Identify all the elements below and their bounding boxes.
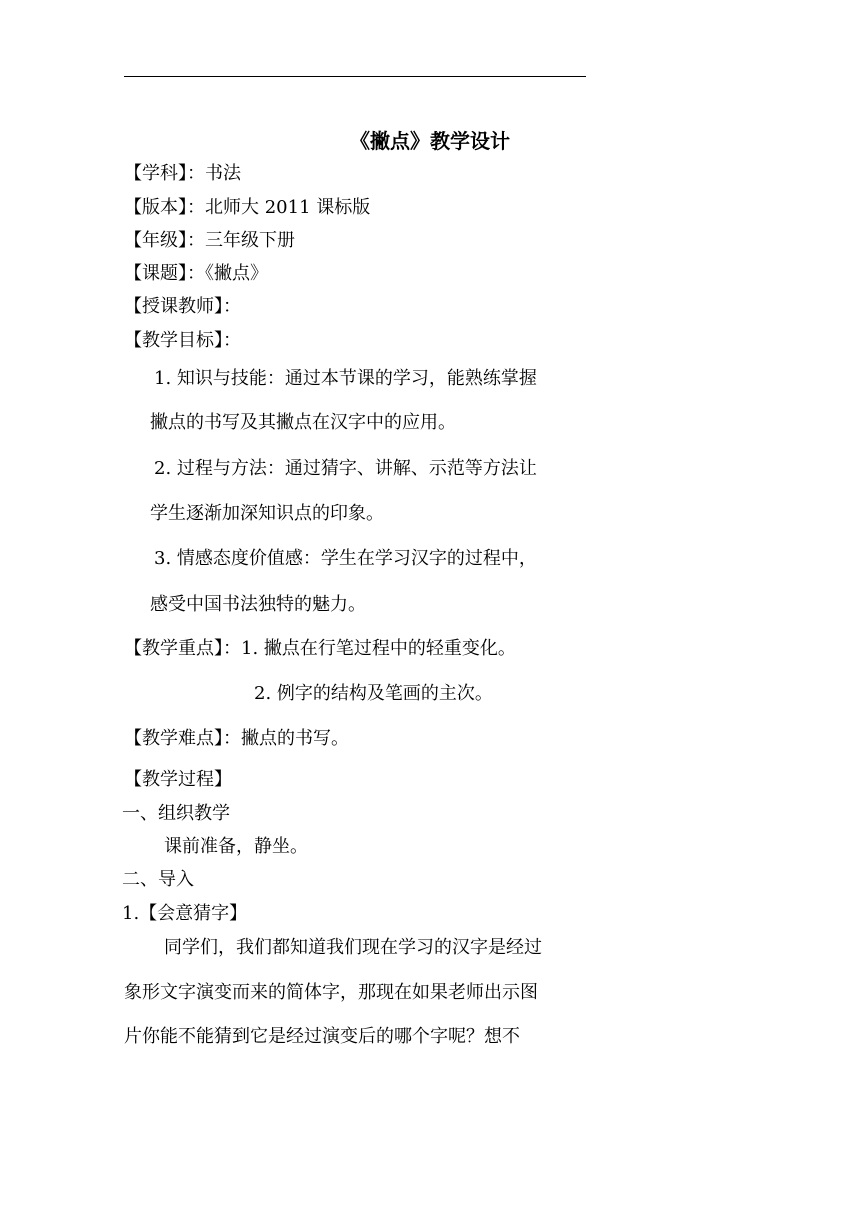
objective-3-line-1: 3. 情感态度价值感：学生在学习汉字的过程中， <box>154 548 537 569</box>
objective-2-line-1: 2. 过程与方法：通过猜字、讲解、示范等方法让 <box>154 458 537 479</box>
meta-subject <box>124 165 241 183</box>
section-organize: 一、组织教学 <box>122 803 230 824</box>
header-rule <box>124 76 586 77</box>
meta-edition <box>124 199 370 217</box>
meta-value: 三年级下册 <box>205 230 295 251</box>
meta-grade <box>124 232 295 250</box>
meta-teacher <box>124 298 241 316</box>
difficulty-label: 【教学难点】： <box>124 728 241 749</box>
meta-key: 【教学目标】： <box>124 330 241 351</box>
meta-value: 书法 <box>205 163 241 184</box>
difficulty-value: 撇点的书写。 <box>241 728 349 749</box>
paragraph-line: 象形文字演变而来的简体字，那现在如果老师出示图 <box>124 982 538 1003</box>
key-points-item-2: 2. 例字的结构及笔画的主次。 <box>254 683 493 704</box>
meta-key: 【课题】： <box>124 263 205 284</box>
paragraph-line: 片你能不能猜到它是经过演变后的哪个字呢？想不 <box>124 1026 520 1047</box>
key-points <box>124 640 516 658</box>
meta-key: 【授课教师】： <box>124 296 241 317</box>
meta-topic <box>124 265 268 283</box>
subsection-guess: 1.【会意猜字】 <box>122 903 248 924</box>
paragraph-line: 同学们，我们都知道我们现在学习的汉字是经过 <box>164 937 542 958</box>
key-points-label: 【教学重点】： <box>124 638 241 659</box>
objective-1-line-2: 撇点的书写及其撇点在汉字中的应用。 <box>150 412 456 433</box>
objective-3-line-2: 感受中国书法独特的魅力。 <box>150 594 366 615</box>
meta-key: 【学科】： <box>124 163 205 184</box>
section-intro: 二、导入 <box>122 869 194 890</box>
objective-2-line-2: 学生逐渐加深知识点的印象。 <box>150 503 384 524</box>
document-title: 《撇点》教学设计 <box>350 129 510 153</box>
meta-value: 《撇点》 <box>205 263 268 284</box>
section-organize-text: 课前准备，静坐。 <box>164 836 308 857</box>
meta-objectives-heading <box>124 332 241 350</box>
difficulty <box>124 730 349 748</box>
meta-value: 北师大 2011 课标版 <box>205 197 371 218</box>
objective-1-line-1: 1. 知识与技能：通过本节课的学习，能熟练掌握 <box>154 368 537 389</box>
key-points-item-1: 1. 撇点在行笔过程中的轻重变化。 <box>241 638 516 659</box>
meta-key: 【版本】： <box>124 197 205 218</box>
process-heading: 【教学过程】 <box>124 769 232 790</box>
meta-key: 【年级】： <box>124 230 205 251</box>
